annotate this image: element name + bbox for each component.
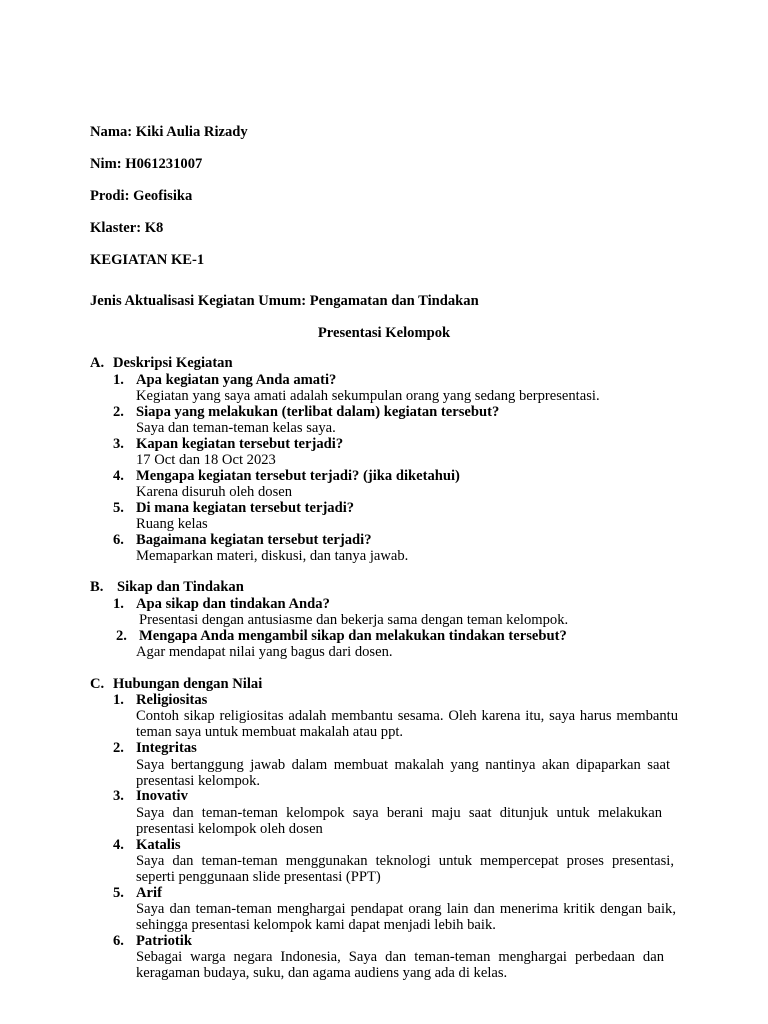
nama-line: Nama: Kiki Aulia Rizady [90,124,248,140]
c6-number: 6. [113,933,124,949]
a5-number: 5. [113,500,124,516]
a2-question: Siapa yang melakukan (terlibat dalam) kegiatan tersebut? [136,404,500,420]
a6-number: 6. [113,532,124,548]
prodi-line: Prodi: Geofisika [90,188,193,204]
c2-answer: Saya bertanggung jawab dalam membuat makalah yang nantinya akan dipaparkan saat presentasi kelompok. [136,757,670,789]
a6-answer: Memaparkan materi, diskusi, dan tanya jawab. [136,548,409,564]
c3-value-name: Inovativ [136,788,188,804]
c4-number: 4. [113,837,124,853]
section-b-title: Sikap dan Tindakan [117,579,244,595]
section-c-title: Hubungan dengan Nilai [113,676,263,692]
a3-question: Kapan kegiatan tersebut terjadi? [136,436,344,452]
a1-number: 1. [113,372,124,388]
c6-value-name: Patriotik [136,933,192,949]
a2-answer: Saya dan teman-teman kelas saya. [136,420,336,436]
c2-value-name: Integritas [136,740,197,756]
a3-answer: 17 Oct dan 18 Oct 2023 [136,452,276,468]
a5-question: Di mana kegiatan tersebut terjadi? [136,500,355,516]
a4-number: 4. [113,468,124,484]
b2-number: 2. [116,628,127,644]
kegiatan-heading: KEGIATAN KE-1 [90,252,205,268]
a1-answer: Kegiatan yang saya amati adalah sekumpulan orang yang sedang berpresentasi. [136,388,600,404]
a5-answer: Ruang kelas [136,516,208,532]
c5-answer: Saya dan teman-teman menghargai pendapat orang lain dan menerima kritik dengan baik, sehingga presentasi kelompok kami dapat menjadi lebih baik. [136,901,676,933]
c1-value-name: Religiositas [136,692,208,708]
c5-number: 5. [113,885,124,901]
c5-value-name: Arif [136,885,162,901]
b2-question: Mengapa Anda mengambil sikap dan melakukan tindakan tersebut? [139,628,567,644]
b1-question: Apa sikap dan tindakan Anda? [136,596,330,612]
klaster-line: Klaster: K8 [90,220,164,236]
a4-answer: Karena disuruh oleh dosen [136,484,293,500]
c1-answer: Contoh sikap religiositas adalah membantu sesama. Oleh karena itu, saya harus membantu teman saya untuk membuat makalah atau ppt. [136,708,678,740]
c4-value-name: Katalis [136,837,181,853]
a6-question: Bagaimana kegiatan tersebut terjadi? [136,532,372,548]
b1-answer: Presentasi dengan antusiasme dan bekerja sama dengan teman kelompok. [139,612,569,628]
a3-number: 3. [113,436,124,452]
section-c-label: C. [90,676,105,692]
c6-answer: Sebagai warga negara Indonesia, Saya dan teman-teman menghargai perbedaan dan keragaman budaya, suku, dan agama audiens yang ada di kelas. [136,949,664,981]
b2-answer: Agar mendapat nilai yang bagus dari dosen. [136,644,393,660]
b1-number: 1. [113,596,124,612]
nim-line: Nim: H061231007 [90,156,203,172]
section-a-title: Deskripsi Kegiatan [113,355,233,371]
a4-question: Mengapa kegiatan tersebut terjadi? (jika diketahui) [136,468,460,484]
section-a-label: A. [90,355,105,371]
section-b-label: B. [90,579,104,595]
document-title: Presentasi Kelompok [317,325,451,341]
c4-answer: Saya dan teman-teman menggunakan teknologi untuk mempercepat proses presentasi, seperti penggunaan slide presentasi (PPT) [136,853,674,885]
c1-number: 1. [113,692,124,708]
c3-answer: Saya dan teman-teman kelompok saya berani maju saat ditunjuk untuk melakukan presentasi kelompok oleh dosen [136,805,662,837]
a2-number: 2. [113,404,124,420]
c2-number: 2. [113,740,124,756]
a1-question: Apa kegiatan yang Anda amati? [136,372,337,388]
jenis-aktualisasi: Jenis Aktualisasi Kegiatan Umum: Pengamatan dan Tindakan [90,293,479,309]
c3-number: 3. [113,788,124,804]
